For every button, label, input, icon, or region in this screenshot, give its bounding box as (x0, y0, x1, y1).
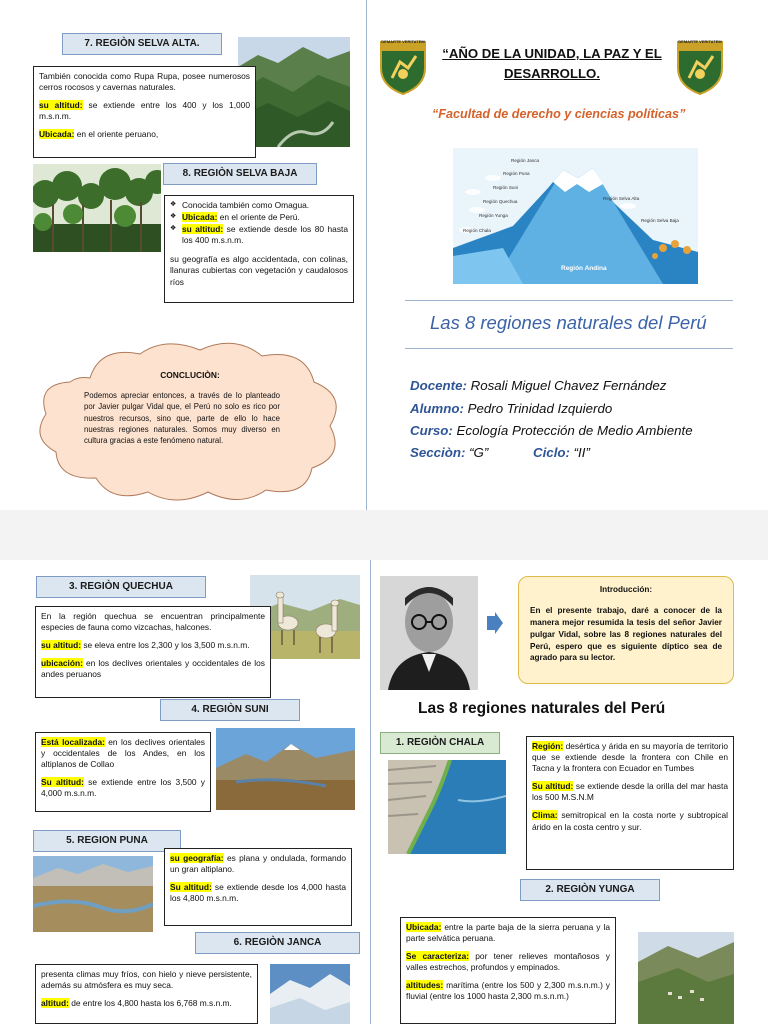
altitude-label: su altitud: (41, 640, 82, 651)
quechua-desc: En la región quechua se encuentran principalmente especies de fauna como vizcachas, halcones. (41, 611, 265, 633)
puna-geography (170, 853, 346, 875)
page2-fold-line (370, 560, 371, 1024)
quechua-location (41, 658, 265, 680)
photo-janca (270, 964, 350, 1024)
region-text: desértica y árida en su mayoría de territorio que se extiende desde la frontera con Chile en Tacna y la frontera con Ecuador en Tumbes (532, 741, 728, 774)
chala-region (532, 741, 728, 774)
location-label: Está localizada: (41, 737, 105, 747)
altitude-label: altitud: (41, 998, 69, 1009)
puna-altitude (170, 882, 346, 904)
location-label: Ubicada: (39, 129, 75, 140)
selva-baja-bullets (170, 200, 348, 246)
left-shield-text: DEMARTE VERITATEM (381, 39, 425, 44)
photo-puna (33, 856, 153, 932)
title-rule-bottom (405, 348, 733, 349)
altitude-text: se extiende desde la orilla del mar hasta los 500 M.S.N.M (532, 781, 728, 803)
location-text: entre la parte baja de la sierra peruana y la parte selvática peruana. (406, 922, 610, 944)
photo-yunga (638, 932, 734, 1024)
yunga-features (406, 951, 610, 973)
label-janca: Región Janca (511, 158, 540, 163)
box-selva-baja (164, 195, 354, 303)
label-yunga: Región Yunga (479, 213, 508, 218)
altitude-text: de entre los 4,800 hasta los 6,768 m.s.n.m. (68, 998, 232, 1009)
header-quechua: 3. REGIÒN QUECHUA (36, 576, 206, 598)
header-selva-baja: 8. REGIÒN SELVA BAJA (163, 163, 317, 185)
features-label: Se caracteriza: (406, 951, 470, 962)
location-text: en los declives orientales y occidentales de los andes peruanos (41, 658, 265, 680)
selva-alta-desc: También conocida como Rupa Rupa, posee numerosos cerros rocosos y cavernas naturales. (39, 71, 250, 93)
brochure-page-outer (0, 0, 768, 510)
label-quechua: Región Quechua (483, 199, 518, 204)
selva-alta-altitude (39, 100, 250, 122)
region-label: Región: (532, 741, 564, 751)
docente-line (410, 378, 666, 393)
janca-altitude (41, 998, 252, 1009)
box-selva-alta (33, 66, 256, 158)
label-puna: Región Puna (503, 171, 530, 176)
alumno-line (410, 401, 612, 416)
location-label: Ubicada: (182, 212, 218, 223)
bullet-altitud (170, 224, 348, 246)
quechua-altitude (41, 640, 265, 651)
janca-desc: presenta climas muy fríos, con hielo y nieve persistente, además su atmósfera es muy seca. (41, 969, 252, 991)
regions-diagram (453, 148, 698, 284)
conclusion-title: CONCLUCIÒN: (160, 370, 220, 380)
chala-climate (532, 810, 728, 832)
altitude-text: marítima (entre los 500 y 2,300 m.s.n.m.) y fluvial (entre los 1000 hasta 2,300 m.s.n.m.) (406, 980, 610, 1002)
year-title: “AÑO DE LA UNIDAD, LA PAZ Y EL DESARROLLO. (442, 46, 662, 82)
header-selva-alta: 7. REGIÒN SELVA ALTA. (62, 33, 222, 55)
box-quechua (35, 606, 271, 698)
intro-title: Introducción: (599, 585, 653, 594)
box-yunga (400, 917, 616, 1024)
photo-selva-baja (33, 164, 161, 252)
header-yunga: 2. REGIÒN YUNGA (520, 879, 660, 901)
left-shield-icon (378, 38, 428, 96)
altitude-label: su altitud: (182, 224, 224, 235)
geography-label: su geografía: (170, 853, 224, 863)
intro-text: En el presente trabajo, daré a conocer de la manera mejor resumida la tesis del señor Javier pulgar Vidal, sobre las 8 regiones naturales del Perú, espero que es siguiente díptico sea de agrado para su lector. (530, 605, 722, 663)
altitude-text: se eleva entre los 2,300 y los 3,500 m.s.n.m. (81, 640, 250, 651)
altitude-label: Su altitud: (532, 781, 574, 792)
geography-text: es plana y ondulada, formando un gran altiplano. (170, 853, 346, 875)
inner-section-title: Las 8 regiones naturales del Perú (418, 700, 666, 717)
altitude-text: se extiende desde los 80 hasta los 400 m.s.n.m. (182, 224, 348, 246)
header-suni: 4. REGIÒN SUNI (160, 699, 300, 721)
location-text: en los declives orientales y occidentales de los Andes, en los altiplanos de Collao (41, 737, 205, 770)
altitude-label: Su altitud: (170, 882, 212, 893)
climate-text: semitropical en la costa norte y subtropical árido en la costa centro y sur. (532, 810, 728, 832)
location-label: Ubicada: (406, 922, 442, 932)
faculty-name: “Facultad de derecho y ciencias políticas” (432, 107, 686, 121)
label-selva-alta: Región Selva Alta (603, 196, 640, 201)
selva-baja-geography: su geografía es algo accidentada, con colinas, llanuras cubiertas con vegetación y caudalosos ríos (170, 254, 348, 287)
suni-location (41, 737, 205, 770)
header-puna: 5. REGION PUNA (33, 830, 181, 852)
title-rule-top (405, 300, 733, 301)
conclusion-text: Podemos apreciar entonces, a través de lo planteado por Javier pulgar Vidal que, el Perú no solo es rico por nuestros recursos, sino que, parte de ello lo hace nuestras regiones naturales. Somos muy diverso en cultura gracias a este fenómeno natural. (84, 391, 280, 446)
bullet-omagua: ❖ Conocida también como Omagua. (170, 200, 348, 211)
location-text: en el oriente peruano, (74, 129, 159, 140)
curso-label: Curso: (410, 423, 453, 438)
docente-label: Docente: (410, 378, 467, 393)
yunga-location (406, 922, 610, 944)
altitude-label: Su altitud: (41, 777, 84, 788)
photo-chala (388, 760, 506, 854)
ciclo-label: Ciclo: (533, 445, 570, 460)
label-chala: Región Chala (463, 228, 491, 233)
location-text: en el oriente de Perú. (217, 212, 300, 223)
header-chala: 1. REGIÒN CHALA (380, 732, 500, 754)
label-suni: Región Suni (493, 185, 519, 190)
chala-altitude (532, 781, 728, 803)
arrow-right-icon (487, 612, 503, 634)
label-andina: Región Andina (561, 265, 607, 272)
ciclo-line (533, 445, 590, 460)
altitude-text: se extiende entre los 400 y los 1,000 m.s.n.m. (39, 100, 250, 122)
docente-value: Rosali Miguel Chavez Fernández (466, 378, 667, 393)
altitude-text: se extiende entre los 3,500 y 4,000 m.s.n.m. (41, 777, 205, 799)
portrait-photo (380, 576, 478, 690)
alumno-label: Alumno: (410, 401, 464, 416)
curso-value: Ecología Protección de Medio Ambiente (452, 423, 693, 438)
right-shield-icon (675, 38, 725, 96)
brochure-page-inner (0, 560, 768, 1024)
box-janca (35, 964, 258, 1024)
selva-alta-location (39, 129, 250, 140)
curso-line (410, 423, 693, 438)
location-label: ubicación: (41, 658, 83, 669)
bullet-ubicada (170, 212, 348, 223)
seccion-label: Secciòn: (410, 445, 466, 460)
page1-fold-line (366, 0, 367, 510)
right-shield-text: DEMARTE VERITATEM (678, 39, 722, 44)
yunga-altitude (406, 980, 610, 1002)
cover-main-title: Las 8 regiones naturales del Perú (430, 312, 707, 333)
alumno-value: Pedro Trinidad Izquierdo (463, 401, 613, 416)
seccion-line (410, 445, 488, 460)
box-chala (526, 736, 734, 870)
altitude-label: altitudes: (406, 980, 444, 991)
seccion-value: “G” (465, 445, 489, 460)
header-janca: 6. REGIÒN JANCA (195, 932, 360, 954)
altitude-text: se extiende desde los 4,000 hasta los 4,800 m.s.n.m. (170, 882, 346, 904)
climate-label: Clima: (532, 810, 558, 821)
altitude-label: su altitud: (39, 100, 83, 111)
ciclo-value: “II” (569, 445, 590, 460)
intro-box (518, 576, 734, 684)
label-selva-baja: Región Selva Baja (641, 218, 679, 223)
box-suni (35, 732, 211, 812)
features-text: por tener relieves montañosos y valles estrechos, profundos y empinados. (406, 951, 610, 973)
suni-altitude (41, 777, 205, 799)
box-puna (164, 848, 352, 926)
photo-suni (216, 728, 355, 810)
